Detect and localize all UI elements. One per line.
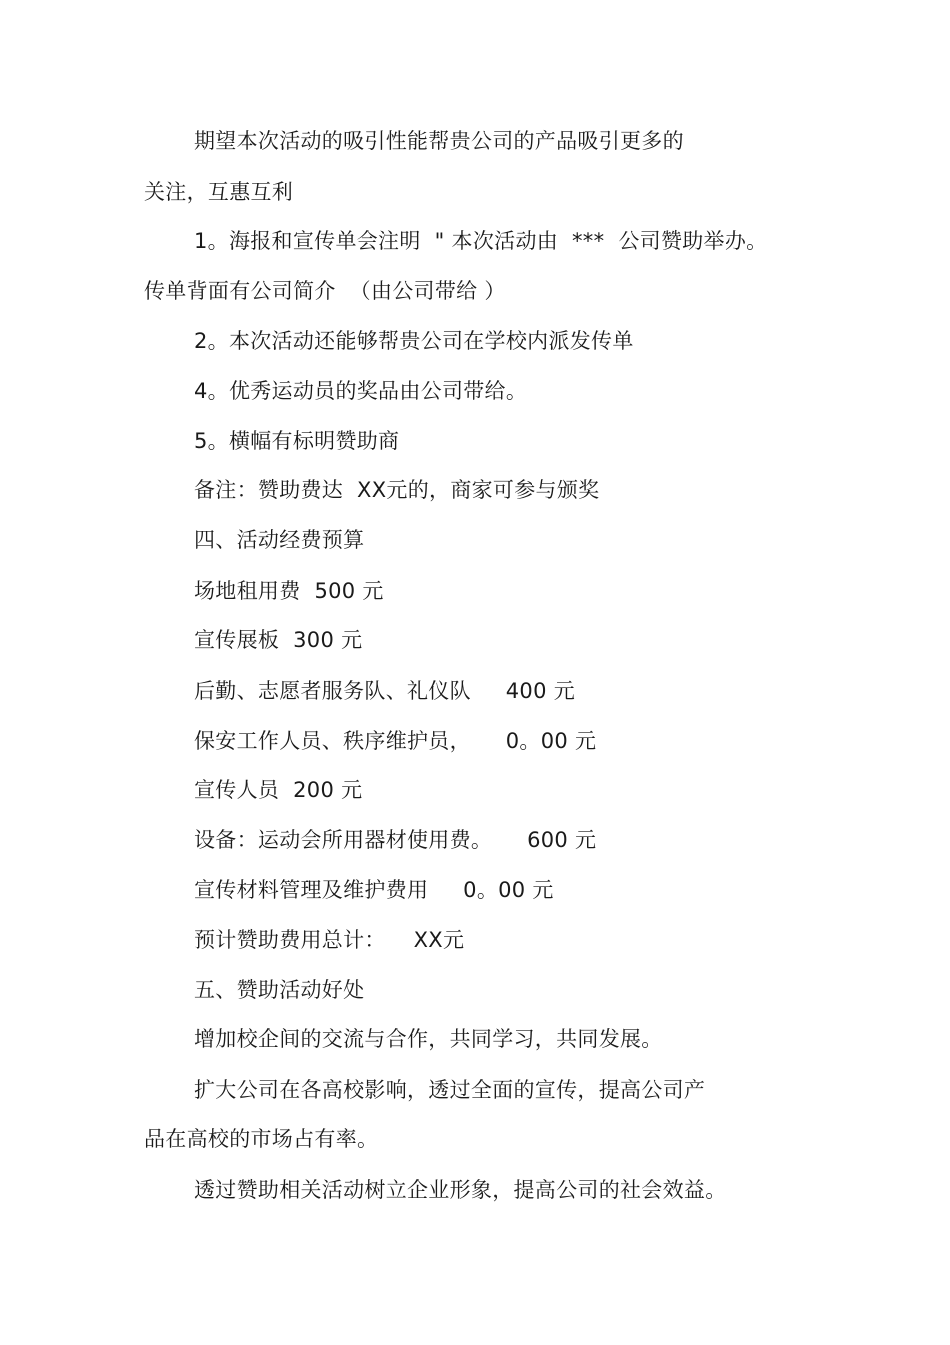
paragraph-expectation-line-1: 期望本次活动的吸引性能帮贵公司的产品吸引更多的 [194,129,684,153]
budget-materials: 宣传材料管理及维护费用 0。00 元 [194,878,554,902]
budget-publicity-staff: 宣传人员 200 元 [194,778,363,802]
item-1-line-2: 传单背面有公司简介 （由公司带给 ） [144,279,506,303]
section-heading-budget: 四、活动经费预算 [194,528,365,552]
item-2: 2。本次活动还能够帮贵公司在学校内派发传单 [194,329,634,353]
benefit-influence-line-2: 品在高校的市场占有率。 [144,1127,379,1151]
budget-display-board: 宣传展板 300 元 [194,628,363,652]
item-4: 4。优秀运动员的奖品由公司带给。 [194,379,528,403]
benefit-image: 透过赞助相关活动树立企业形象，提高公司的社会效益。 [194,1178,727,1202]
budget-equipment: 设备：运动会所用器材使用费。 600 元 [194,828,597,852]
budget-venue-rent: 场地租用费 500 元 [194,579,384,603]
item-5: 5。横幅有标明赞助商 [194,429,400,453]
remark-line: 备注：赞助费达 XX元的，商家可参与颁奖 [194,478,600,502]
benefit-influence-line-1: 扩大公司在各高校影响，透过全面的宣传，提高公司产 [194,1078,706,1102]
item-1-line-1: 1。海报和宣传单会注明 " 本次活动由 *** 公司赞助举办。 [194,229,768,253]
section-heading-benefits: 五、赞助活动好处 [194,978,365,1002]
budget-logistics: 后勤、志愿者服务队、礼仪队 400 元 [194,679,576,703]
budget-total: 预计赞助费用总计： XX元 [194,928,465,952]
budget-security: 保安工作人员、秩序维护员， 0。00 元 [194,729,597,753]
paragraph-expectation-line-2: 关注，互惠互利 [144,180,294,204]
benefit-exchange: 增加校企间的交流与合作，共同学习，共同发展。 [194,1027,663,1051]
